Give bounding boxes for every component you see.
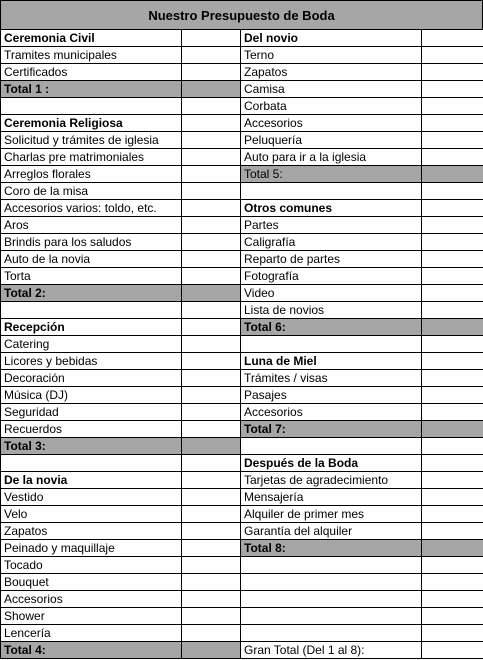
item-label-lenceria: Lencería (1, 625, 182, 642)
item-label-accesorios-varios-toldo-etc: Accesorios varios: toldo, etc. (1, 200, 182, 217)
amount-cell[interactable] (422, 642, 483, 659)
table-row (1, 421, 483, 438)
section-header-recepcion: Recepción (1, 319, 182, 336)
table-row (1, 455, 483, 472)
amount-cell[interactable] (182, 166, 241, 183)
total-label-total-6: Total 6: (241, 319, 422, 336)
blank-row-label (1, 98, 182, 115)
table-row (1, 234, 483, 251)
amount-cell[interactable] (182, 64, 241, 81)
amount-cell[interactable] (182, 302, 241, 319)
total-label-total-4: Total 4: (1, 642, 182, 659)
amount-cell[interactable] (422, 489, 483, 506)
amount-cell[interactable] (422, 540, 483, 557)
amount-cell[interactable] (182, 336, 241, 353)
item-label-auto-de-la-novia: Auto de la novia (1, 251, 182, 268)
amount-cell[interactable] (422, 370, 483, 387)
table-row (1, 166, 483, 183)
amount-cell[interactable] (182, 608, 241, 625)
table-row (1, 625, 483, 642)
amount-cell[interactable] (422, 251, 483, 268)
item-label-brindis-para-los-saludos: Brindis para los saludos (1, 234, 182, 251)
section-header-de-la-novia: De la novia (1, 472, 182, 489)
amount-cell[interactable] (182, 591, 241, 608)
item-label-tocado: Tocado (1, 557, 182, 574)
item-label-coro-de-la-misa: Coro de la misa (1, 183, 182, 200)
item-label-seguridad: Seguridad (1, 404, 182, 421)
item-label-aros: Aros (1, 217, 182, 234)
section-header-ceremonia-civil: Ceremonia Civil (1, 30, 182, 47)
total-label-total-8: Total 8: (241, 540, 422, 557)
amount-cell[interactable] (422, 387, 483, 404)
item-label-terno: Terno (241, 47, 422, 64)
item-label-licores-y-bebidas: Licores y bebidas (1, 353, 182, 370)
amount-cell[interactable] (422, 506, 483, 523)
item-label-decoracion: Decoración (1, 370, 182, 387)
amount-cell[interactable] (422, 523, 483, 540)
item-label-corbata: Corbata (241, 98, 422, 115)
section-header-otros-comunes: Otros comunes (241, 200, 422, 217)
amount-cell[interactable] (182, 557, 241, 574)
table-row (1, 489, 483, 506)
table-row (1, 574, 483, 591)
item-label-solicitud-y-tramites-de-iglesia: Solicitud y trámites de iglesia (1, 132, 182, 149)
blank-row-label (1, 302, 182, 319)
item-label-caligrafia: Caligrafía (241, 234, 422, 251)
amount-cell[interactable] (422, 64, 483, 81)
section-header-del-novio: Del novio (241, 30, 422, 47)
table-row (1, 370, 483, 387)
item-label-partes: Partes (241, 217, 422, 234)
table-row (1, 149, 483, 166)
item-label-tramites-visas: Trámites / visas (241, 370, 422, 387)
item-label-garantia-del-alquiler: Garantía del alquiler (241, 523, 422, 540)
table-row (1, 523, 483, 540)
total-label-total-3: Total 3: (1, 438, 182, 455)
table-row (1, 608, 483, 625)
amount-cell[interactable] (182, 30, 241, 47)
item-label-auto-para-ir-a-la-iglesia: Auto para ir a la iglesia (241, 149, 422, 166)
blank-row-label (241, 183, 422, 200)
amount-cell[interactable] (422, 336, 483, 353)
item-label-bouquet: Bouquet (1, 574, 182, 591)
item-label-shower: Shower (1, 608, 182, 625)
amount-cell[interactable] (182, 404, 241, 421)
table-row (1, 200, 483, 217)
item-label-fotografia: Fotografía (241, 268, 422, 285)
table-row (1, 251, 483, 268)
amount-cell[interactable] (182, 47, 241, 64)
item-label-accesorios: Accesorios (241, 115, 422, 132)
total-label-total-1: Total 1 : (1, 81, 182, 98)
table-row (1, 217, 483, 234)
table-row (1, 642, 483, 659)
amount-cell[interactable] (182, 319, 241, 336)
table-row (1, 404, 483, 421)
item-label-velo: Velo (1, 506, 182, 523)
item-label-reparto-de-partes: Reparto de partes (241, 251, 422, 268)
table-row (1, 387, 483, 404)
item-label-pasajes: Pasajes (241, 387, 422, 404)
table-row (1, 336, 483, 353)
amount-cell[interactable] (422, 353, 483, 370)
amount-cell[interactable] (182, 642, 241, 659)
amount-cell[interactable] (182, 115, 241, 132)
item-label-torta: Torta (1, 268, 182, 285)
total-label-total-7: Total 7: (241, 421, 422, 438)
amount-cell[interactable] (422, 438, 483, 455)
amount-cell[interactable] (182, 421, 241, 438)
amount-cell[interactable] (182, 387, 241, 404)
table-row (1, 302, 483, 319)
amount-cell[interactable] (182, 98, 241, 115)
amount-cell[interactable] (422, 591, 483, 608)
item-label-alquiler-de-primer-mes: Alquiler de primer mes (241, 506, 422, 523)
amount-cell[interactable] (182, 472, 241, 489)
amount-cell[interactable] (422, 319, 483, 336)
amount-cell[interactable] (182, 489, 241, 506)
amount-cell[interactable] (422, 149, 483, 166)
amount-cell[interactable] (422, 421, 483, 438)
amount-cell[interactable] (182, 183, 241, 200)
amount-cell[interactable] (182, 506, 241, 523)
table-row (1, 472, 483, 489)
amount-cell[interactable] (182, 81, 241, 98)
blank-row-label (241, 608, 422, 625)
amount-cell[interactable] (182, 285, 241, 302)
amount-cell[interactable] (182, 625, 241, 642)
table-row (1, 115, 483, 132)
amount-cell[interactable] (182, 370, 241, 387)
amount-cell[interactable] (182, 132, 241, 149)
amount-cell[interactable] (422, 268, 483, 285)
amount-cell[interactable] (422, 166, 483, 183)
amount-cell[interactable] (182, 217, 241, 234)
amount-cell[interactable] (182, 574, 241, 591)
amount-cell[interactable] (182, 234, 241, 251)
amount-cell[interactable] (422, 183, 483, 200)
table-row (1, 81, 483, 98)
sheet-title: Nuestro Presupuesto de Boda (0, 0, 483, 30)
item-label-peluqueria: Peluquería (241, 132, 422, 149)
amount-cell[interactable] (422, 625, 483, 642)
amount-cell[interactable] (422, 574, 483, 591)
table-row (1, 268, 483, 285)
item-label-zapatos: Zapatos (241, 64, 422, 81)
item-label-camisa: Camisa (241, 81, 422, 98)
item-label-vestido: Vestido (1, 489, 182, 506)
total-label-total-2: Total 2: (1, 285, 182, 302)
blank-row-label (241, 438, 422, 455)
budget-table (0, 29, 483, 659)
amount-cell[interactable] (422, 608, 483, 625)
amount-cell[interactable] (422, 557, 483, 574)
table-row (1, 438, 483, 455)
blank-row-label (241, 625, 422, 642)
section-header-luna-de-miel: Luna de Miel (241, 353, 422, 370)
amount-cell[interactable] (422, 200, 483, 217)
amount-cell[interactable] (422, 472, 483, 489)
amount-cell[interactable] (182, 268, 241, 285)
table-row (1, 557, 483, 574)
table-row (1, 64, 483, 81)
table-row (1, 506, 483, 523)
table-row (1, 183, 483, 200)
amount-cell[interactable] (182, 149, 241, 166)
blank-row-label (241, 574, 422, 591)
total-label-total-5: Total 5: (241, 166, 422, 183)
item-label-certificados: Certificados (1, 64, 182, 81)
section-header-ceremonia-religiosa: Ceremonia Religiosa (1, 115, 182, 132)
item-label-zapatos: Zapatos (1, 523, 182, 540)
amount-cell[interactable] (422, 47, 483, 64)
blank-row-label (241, 557, 422, 574)
amount-cell[interactable] (422, 132, 483, 149)
total-label-gran-total-del-1-al-8: Gran Total (Del 1 al 8): (241, 642, 422, 659)
amount-cell[interactable] (182, 438, 241, 455)
table-row (1, 98, 483, 115)
amount-cell[interactable] (422, 404, 483, 421)
item-label-charlas-pre-matrimoniales: Charlas pre matrimoniales (1, 149, 182, 166)
amount-cell[interactable] (422, 98, 483, 115)
amount-cell[interactable] (182, 455, 241, 472)
amount-cell[interactable] (422, 234, 483, 251)
amount-cell[interactable] (422, 302, 483, 319)
amount-cell[interactable] (422, 217, 483, 234)
blank-row-label (241, 591, 422, 608)
amount-cell[interactable] (422, 81, 483, 98)
item-label-peinado-y-maquillaje: Peinado y maquillaje (1, 540, 182, 557)
table-row (1, 285, 483, 302)
table-row (1, 30, 483, 47)
amount-cell[interactable] (182, 353, 241, 370)
amount-cell[interactable] (182, 251, 241, 268)
table-row (1, 353, 483, 370)
blank-row-label (1, 455, 182, 472)
table-row (1, 132, 483, 149)
amount-cell[interactable] (422, 30, 483, 47)
table-row (1, 47, 483, 64)
section-header-despues-de-la-boda: Después de la Boda (241, 455, 422, 472)
amount-cell[interactable] (422, 285, 483, 302)
amount-cell[interactable] (182, 523, 241, 540)
blank-row-label (241, 336, 422, 353)
item-label-catering: Catering (1, 336, 182, 353)
amount-cell[interactable] (422, 455, 483, 472)
item-label-mensajeria: Mensajería (241, 489, 422, 506)
table-row (1, 319, 483, 336)
item-label-recuerdos: Recuerdos (1, 421, 182, 438)
item-label-lista-de-novios: Lista de novios (241, 302, 422, 319)
item-label-arreglos-florales: Arreglos florales (1, 166, 182, 183)
table-row (1, 540, 483, 557)
item-label-tarjetas-de-agradecimiento: Tarjetas de agradecimiento (241, 472, 422, 489)
item-label-tramites-municipales: Tramites municipales (1, 47, 182, 64)
item-label-video: Video (241, 285, 422, 302)
amount-cell[interactable] (182, 200, 241, 217)
item-label-accesorios: Accesorios (241, 404, 422, 421)
table-row (1, 591, 483, 608)
amount-cell[interactable] (182, 540, 241, 557)
amount-cell[interactable] (422, 115, 483, 132)
item-label-accesorios: Accesorios (1, 591, 182, 608)
item-label-musica-dj: Música (DJ) (1, 387, 182, 404)
